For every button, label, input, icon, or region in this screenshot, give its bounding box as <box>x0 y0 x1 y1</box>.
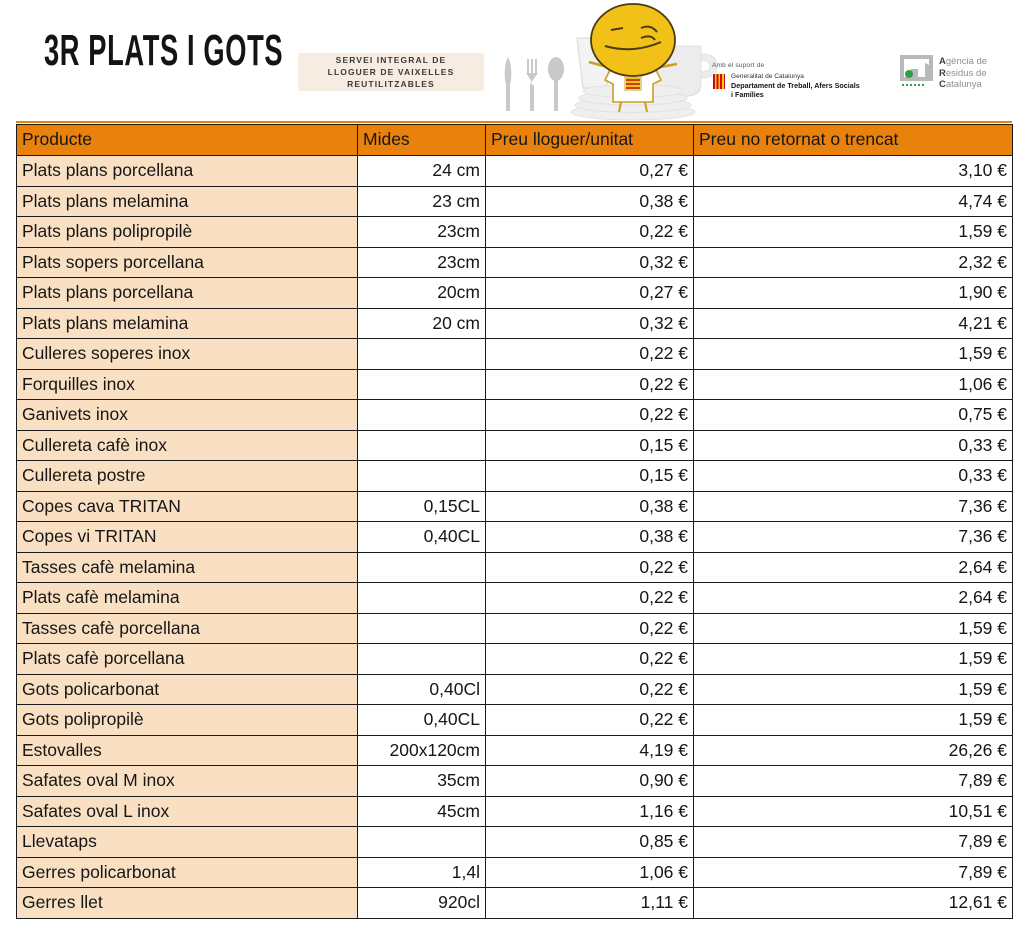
cell-mides <box>358 430 486 461</box>
generalitat-line-1: Generalitat de Catalunya <box>731 73 804 80</box>
cell-trencat: 4,74 € <box>694 186 1013 217</box>
table-row <box>17 552 1013 583</box>
arc-rest-2: esidus de <box>945 67 987 79</box>
cell-mides: 0,15CL <box>358 491 486 522</box>
cell-trencat: 7,36 € <box>694 491 1013 522</box>
column-header-mides: Mides <box>358 125 486 156</box>
table-row <box>17 339 1013 370</box>
cell-producte: Plats plans polipropilè <box>17 217 358 248</box>
table-row <box>17 369 1013 400</box>
arc-line-3 <box>939 79 987 91</box>
generalitat-logo <box>712 73 860 99</box>
mascot-illustration <box>545 2 720 125</box>
cell-trencat: 1,06 € <box>694 369 1013 400</box>
cell-trencat: 26,26 € <box>694 735 1013 766</box>
column-header-lloguer: Preu lloguer/unitat <box>486 125 694 156</box>
table-row <box>17 857 1013 888</box>
cell-trencat: 7,89 € <box>694 766 1013 797</box>
cell-producte: Plats plans melamina <box>17 308 358 339</box>
pricing-table <box>16 124 1013 919</box>
cell-trencat: 2,32 € <box>694 247 1013 278</box>
cell-trencat: 10,51 € <box>694 796 1013 827</box>
table-row <box>17 766 1013 797</box>
cell-producte: Gots polipropilè <box>17 705 358 736</box>
cell-producte: Gerres llet <box>17 888 358 919</box>
cell-lloguer: 0,15 € <box>486 461 694 492</box>
cell-trencat: 0,33 € <box>694 430 1013 461</box>
pricing-table-container <box>16 124 1012 919</box>
table-row <box>17 613 1013 644</box>
cell-mides <box>358 613 486 644</box>
cell-trencat: 1,59 € <box>694 217 1013 248</box>
table-row <box>17 217 1013 248</box>
cell-producte: Plats plans porcellana <box>17 156 358 187</box>
cell-lloguer: 0,85 € <box>486 827 694 858</box>
cell-mides <box>358 644 486 675</box>
cell-producte: Forquilles inox <box>17 369 358 400</box>
cell-producte: Plats plans melamina <box>17 186 358 217</box>
cell-lloguer: 4,19 € <box>486 735 694 766</box>
cell-producte: Cullereta cafè inox <box>17 430 358 461</box>
cell-trencat: 1,59 € <box>694 339 1013 370</box>
cell-mides: 20 cm <box>358 308 486 339</box>
cell-lloguer: 0,32 € <box>486 247 694 278</box>
cell-lloguer: 0,27 € <box>486 156 694 187</box>
cell-lloguer: 0,32 € <box>486 308 694 339</box>
cell-lloguer: 0,38 € <box>486 522 694 553</box>
cell-lloguer: 0,22 € <box>486 613 694 644</box>
agencia-residus-logo <box>900 55 987 91</box>
tagline-line-3: REUTILITZABLES <box>347 79 435 90</box>
cell-lloguer: 0,22 € <box>486 552 694 583</box>
lemon-mascot-icon <box>591 4 675 76</box>
cell-lloguer: 0,22 € <box>486 644 694 675</box>
cell-producte: Copes cava TRITAN <box>17 491 358 522</box>
column-header-producte: Producte <box>17 125 358 156</box>
arc-wordmark <box>939 55 987 91</box>
cell-producte: Gots policarbonat <box>17 674 358 705</box>
cell-producte: Cullereta postre <box>17 461 358 492</box>
support-label: Amb el suport de <box>712 62 765 69</box>
cell-producte: Tasses cafè porcellana <box>17 613 358 644</box>
cell-mides <box>358 827 486 858</box>
cell-mides: 200x120cm <box>358 735 486 766</box>
cell-lloguer: 0,22 € <box>486 674 694 705</box>
table-row <box>17 583 1013 614</box>
cell-lloguer: 0,90 € <box>486 766 694 797</box>
arc-line-1 <box>939 56 987 68</box>
cell-lloguer: 1,06 € <box>486 857 694 888</box>
cell-producte: Copes vi TRITAN <box>17 522 358 553</box>
cell-mides: 1,4l <box>358 857 486 888</box>
table-row <box>17 491 1013 522</box>
arc-mark-icon <box>900 55 933 89</box>
arc-initial-r: R <box>939 67 946 79</box>
cell-lloguer: 0,22 € <box>486 369 694 400</box>
cell-trencat: 1,59 € <box>694 644 1013 675</box>
tagline-line-1: SERVEI INTEGRAL DE <box>335 54 447 65</box>
cell-lloguer: 0,22 € <box>486 583 694 614</box>
table-row <box>17 796 1013 827</box>
cell-trencat: 7,36 € <box>694 522 1013 553</box>
table-header <box>17 125 1013 156</box>
cell-producte: Gerres policarbonat <box>17 857 358 888</box>
table-row <box>17 827 1013 858</box>
table-row <box>17 400 1013 431</box>
catalonia-flag-icon <box>712 73 726 90</box>
table-row <box>17 156 1013 187</box>
arc-rest-3: atalunya <box>945 79 982 91</box>
cell-mides: 0,40CL <box>358 705 486 736</box>
cell-mides: 23cm <box>358 247 486 278</box>
cell-trencat: 1,90 € <box>694 278 1013 309</box>
support-block <box>712 62 860 99</box>
table-row <box>17 888 1013 919</box>
cell-lloguer: 1,16 € <box>486 796 694 827</box>
tagline-box <box>298 53 484 91</box>
header-divider <box>16 121 1012 123</box>
table-row <box>17 735 1013 766</box>
cell-lloguer: 0,15 € <box>486 430 694 461</box>
cell-mides: 20cm <box>358 278 486 309</box>
brand-title: 3R PLATS I GOTS <box>44 26 284 75</box>
table-row <box>17 522 1013 553</box>
cell-producte: Safates oval M inox <box>17 766 358 797</box>
cell-trencat: 1,59 € <box>694 613 1013 644</box>
cell-lloguer: 0,27 € <box>486 278 694 309</box>
arc-initial-c: C <box>939 79 946 91</box>
arc-line-2 <box>939 68 987 80</box>
generalitat-line-2: Departament de Treball, Afers Socials <box>731 81 860 91</box>
cell-mides: 0,40CL <box>358 522 486 553</box>
tagline-text <box>328 54 455 91</box>
cell-producte: Plats cafè melamina <box>17 583 358 614</box>
cell-mides: 35cm <box>358 766 486 797</box>
table-row <box>17 186 1013 217</box>
cell-producte: Estovalles <box>17 735 358 766</box>
cell-trencat: 12,61 € <box>694 888 1013 919</box>
cell-producte: Llevataps <box>17 827 358 858</box>
cell-mides <box>358 339 486 370</box>
cell-lloguer: 0,38 € <box>486 186 694 217</box>
cell-mides: 23 cm <box>358 186 486 217</box>
arc-initial-a: A <box>939 56 946 67</box>
table-row <box>17 308 1013 339</box>
cell-trencat: 2,64 € <box>694 552 1013 583</box>
cell-mides: 23cm <box>358 217 486 248</box>
cell-mides <box>358 461 486 492</box>
page-header <box>0 0 1030 122</box>
cell-trencat: 4,21 € <box>694 308 1013 339</box>
cell-producte: Culleres soperes inox <box>17 339 358 370</box>
cell-lloguer: 0,22 € <box>486 400 694 431</box>
cell-trencat: 0,33 € <box>694 461 1013 492</box>
cell-lloguer: 0,22 € <box>486 217 694 248</box>
generalitat-text <box>731 73 860 99</box>
cell-mides: 0,40Cl <box>358 674 486 705</box>
table-row <box>17 247 1013 278</box>
cell-mides <box>358 400 486 431</box>
generalitat-line-3: i Famílies <box>731 90 764 100</box>
knife-icon <box>505 57 512 111</box>
cell-lloguer: 0,22 € <box>486 705 694 736</box>
table-row <box>17 705 1013 736</box>
cell-mides: 24 cm <box>358 156 486 187</box>
fork-icon <box>526 59 538 111</box>
cell-lloguer: 1,11 € <box>486 888 694 919</box>
cell-trencat: 1,59 € <box>694 674 1013 705</box>
cell-lloguer: 0,22 € <box>486 339 694 370</box>
cell-producte: Plats sopers porcellana <box>17 247 358 278</box>
arc-rest-1: gència de <box>945 56 988 67</box>
cell-lloguer: 0,38 € <box>486 491 694 522</box>
cell-mides <box>358 552 486 583</box>
table-row <box>17 461 1013 492</box>
cell-producte: Safates oval L inox <box>17 796 358 827</box>
cell-mides <box>358 369 486 400</box>
cell-trencat: 7,89 € <box>694 857 1013 888</box>
table-row <box>17 278 1013 309</box>
table-body <box>17 156 1013 919</box>
tagline-line-2: LLOGUER DE VAIXELLES <box>327 66 455 77</box>
table-header-row <box>17 125 1013 156</box>
cell-trencat: 7,89 € <box>694 827 1013 858</box>
table-row <box>17 430 1013 461</box>
cell-producte: Ganivets inox <box>17 400 358 431</box>
table-row <box>17 674 1013 705</box>
cell-mides: 920cl <box>358 888 486 919</box>
cell-mides <box>358 583 486 614</box>
cell-producte: Plats cafè porcellana <box>17 644 358 675</box>
cell-trencat: 2,64 € <box>694 583 1013 614</box>
cell-producte: Tasses cafè melamina <box>17 552 358 583</box>
cell-trencat: 3,10 € <box>694 156 1013 187</box>
column-header-trencat: Preu no retornat o trencat <box>694 125 1013 156</box>
cell-mides: 45cm <box>358 796 486 827</box>
table-row <box>17 644 1013 675</box>
cell-trencat: 0,75 € <box>694 400 1013 431</box>
cell-trencat: 1,59 € <box>694 705 1013 736</box>
cell-producte: Plats plans porcellana <box>17 278 358 309</box>
